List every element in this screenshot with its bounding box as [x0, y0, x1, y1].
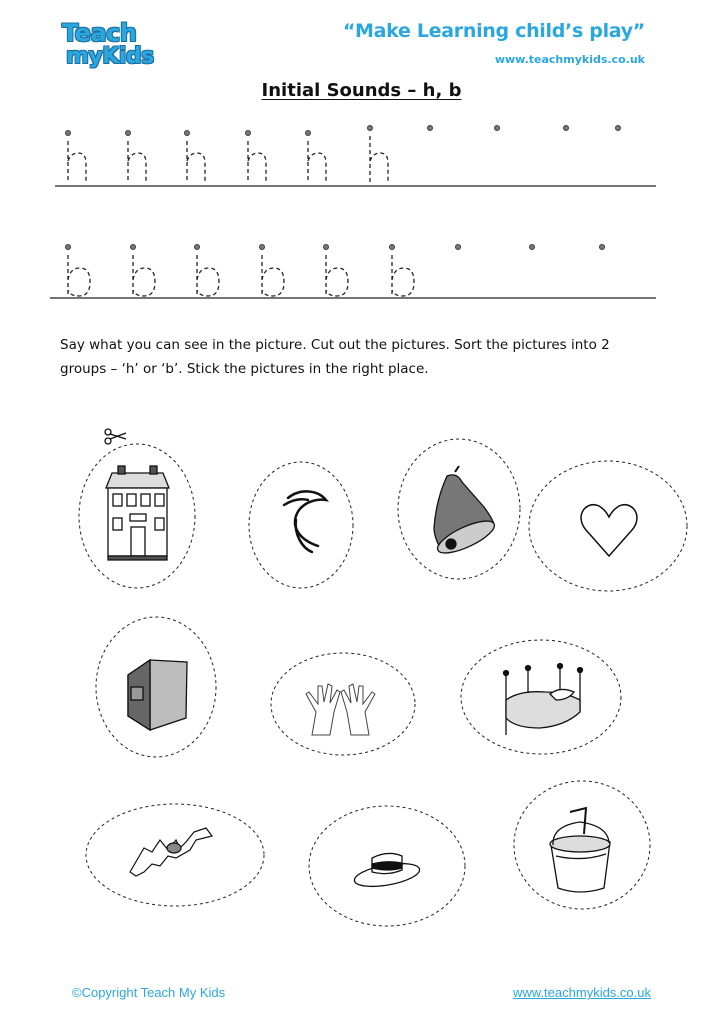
bat-icon: [130, 828, 212, 876]
tagline: “Make Learning child’s play”: [342, 20, 645, 42]
heart-icon: [581, 505, 637, 556]
bell-icon: [434, 466, 499, 559]
logo-line1: Teach: [62, 19, 137, 47]
cut-outline-hairclip[interactable]: [249, 462, 353, 588]
worksheet-title: Initial Sounds – h, b: [261, 80, 462, 101]
instructions-line1: Say what you can see in the picture. Cut out the pictures. Sort the pictures into 2: [60, 337, 610, 353]
header-website: www.teachmykids.co.uk: [494, 53, 645, 66]
copyright-text: ©Copyright Teach My Kids: [72, 985, 226, 1000]
hairclip-icon: [284, 491, 326, 552]
hat-icon: [353, 853, 421, 890]
house-icon: [106, 466, 169, 560]
logo-line2: myKids: [66, 44, 154, 69]
instructions-line2: groups – ‘h’ or ‘b’. Stick the pictures in the right place.: [60, 361, 429, 377]
bucket-icon: [550, 808, 610, 892]
scissors-icon: [105, 429, 126, 444]
hands-icon: [306, 684, 375, 735]
book-icon: [128, 660, 187, 730]
bed-icon: [504, 664, 583, 736]
cut-outline-hands[interactable]: [271, 653, 415, 755]
footer-website-link[interactable]: www.teachmykids.co.uk: [513, 985, 651, 1000]
